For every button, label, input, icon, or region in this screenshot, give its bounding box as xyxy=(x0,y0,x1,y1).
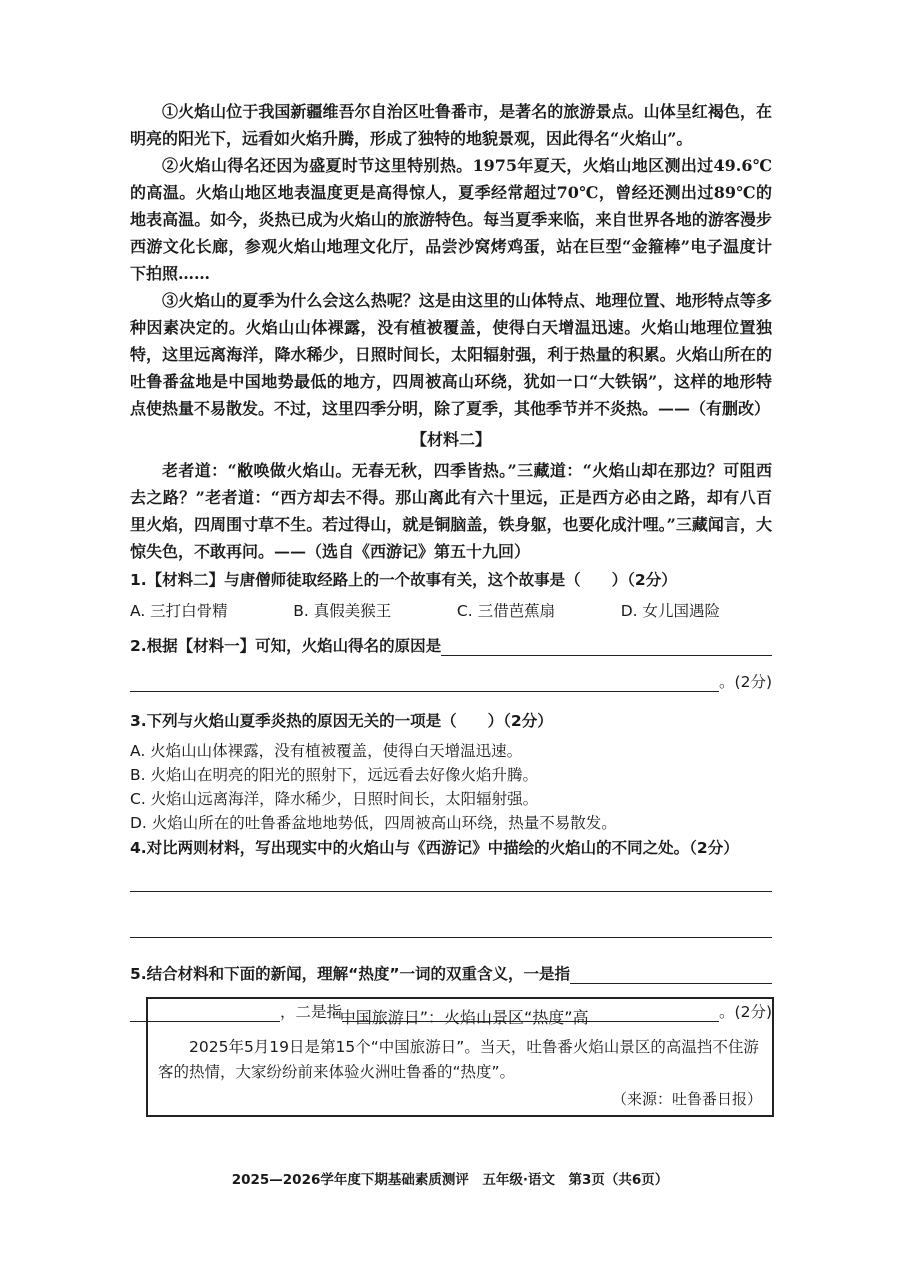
news-body: 2025年5月19日是第15个“中国旅游日”。当天，吐鲁番火焰山景区的高温挡不住游客的热情，大家纷纷前来体验火洲吐鲁番的“热度”。 xyxy=(158,1038,759,1081)
question-4-answer-line-1[interactable] xyxy=(130,890,772,892)
question-2-row-2 xyxy=(130,670,772,692)
material2-text: 老者道：“敝唤做火焰山。无春无秋，四季皆热。”三藏道：“火焰山却在那边？可阻西去之路？”老者道：“西方却去不得。那山离此有六十里远，正是西方必由之路，却有八百里火焰，四周围寸草不生。若过得山，就是铜脑盖，铁身躯，也要化成汁哩。”三藏闻言，大惊失色，不敢再问。——（选自《西游记》第五十九回） xyxy=(130,461,772,561)
exam-page xyxy=(130,98,772,1022)
question-3: 3.下列与火焰山夏季炎热的原因无关的一项是（ ）（2分） xyxy=(130,712,553,730)
question-5: 5.结合材料和下面的新闻，理解“热度”一词的双重含义，一是指 xyxy=(130,965,571,983)
question-4-answer-line-2[interactable] xyxy=(130,936,772,938)
news-source: （来源：吐鲁番日报） xyxy=(611,1090,762,1108)
question-2-answer-line-1[interactable] xyxy=(441,635,772,656)
question-5-mid: ，二是指 xyxy=(280,1003,343,1021)
q1-option-b[interactable]: B. 真假美猴王 xyxy=(293,602,392,620)
news-box xyxy=(146,997,774,1117)
material1-paragraph-1: ①火焰山位于我国新疆维吾尔自治区吐鲁番市，是著名的旅游景点。山体呈红褐色，在明亮的阳光下，远看如火焰升腾，形成了独特的地貌景观，因此得名“火焰山”。 xyxy=(130,102,772,148)
question-4: 4.对比两则材料，写出现实中的火焰山与《西游记》中描绘的火焰山的不同之处。（2分） xyxy=(130,839,739,857)
question-2-answer-line-2[interactable] xyxy=(130,671,719,692)
news-title: “中国旅游日”：火焰山景区“热度”高 xyxy=(331,1008,589,1027)
question-2-row xyxy=(130,634,772,656)
question-1: 1.【材料二】与唐僧师徒取经路上的一个故事有关，这个故事是（ ）（2分） xyxy=(130,571,677,589)
question-1-options xyxy=(130,594,720,628)
question-2-end: 。(2分) xyxy=(719,673,772,691)
question-3-options xyxy=(130,739,772,835)
page-footer: 2025—2026学年度下期基础素质测评 五年级·语文 第3页（共6页） xyxy=(231,1172,669,1188)
q1-option-a[interactable]: A. 三打白骨精 xyxy=(130,602,228,620)
question-5-row xyxy=(130,962,772,984)
q1-option-c[interactable]: C. 三借芭蕉扇 xyxy=(456,602,556,620)
material2-title: 【材料二】 xyxy=(410,430,491,449)
question-5-end: 。(2分) xyxy=(719,1003,772,1021)
question-5-answer-line-1[interactable] xyxy=(570,963,772,984)
q3-option-a[interactable]: A. 火焰山山体裸露，没有植被覆盖，使得白天增温迅速。 xyxy=(130,742,523,760)
q1-option-d[interactable]: D. 女儿国遇险 xyxy=(620,602,720,620)
q3-option-c[interactable]: C. 火焰山远离海洋，降水稀少，日照时间长，太阳辐射强。 xyxy=(130,790,539,808)
question-2: 2.根据【材料一】可知，火焰山得名的原因是 xyxy=(130,637,442,655)
material1-paragraph-3: ③火焰山的夏季为什么会这么热呢？这是由这里的山体特点、地理位置、地形特点等多种因素决定的。火焰山山体裸露，没有植被覆盖，使得白天增温迅速。火焰山地理位置独特，这里远离海洋，降水稀少，日照时间长，太阳辐射强，利于热量的积累。火焰山所在的吐鲁番盆地是中国地势最低的地方，四周被高山环绕，犹如一口“大铁锅”，这样的地形特点使热量不易散发。不过，这里四季分明，除了夏季，其他季节并不炎热。——（有删改） xyxy=(130,291,772,418)
q3-option-b[interactable]: B. 火焰山在明亮的阳光的照射下，远远看去好像火焰升腾。 xyxy=(130,766,538,784)
q3-option-d[interactable]: D. 火焰山所在的吐鲁番盆地地势低，四周被高山环绕，热量不易散发。 xyxy=(130,814,617,832)
material1-paragraph-2: ②火焰山得名还因为盛夏时节这里特别热。1975年夏天，火焰山地区测出过49.6℃的高温。火焰山地区地表温度更是高得惊人，夏季经常超过70℃，曾经还测出过89℃的地表高温。如今，炎热已成为火焰山的旅游特色。每当夏季来临，来自世界各地的游客漫步西游文化长廊，参观火焰山地理文化厅，品尝沙窝烤鸡蛋，站在巨型“金箍棒”电子温度计下拍照…… xyxy=(130,156,772,283)
